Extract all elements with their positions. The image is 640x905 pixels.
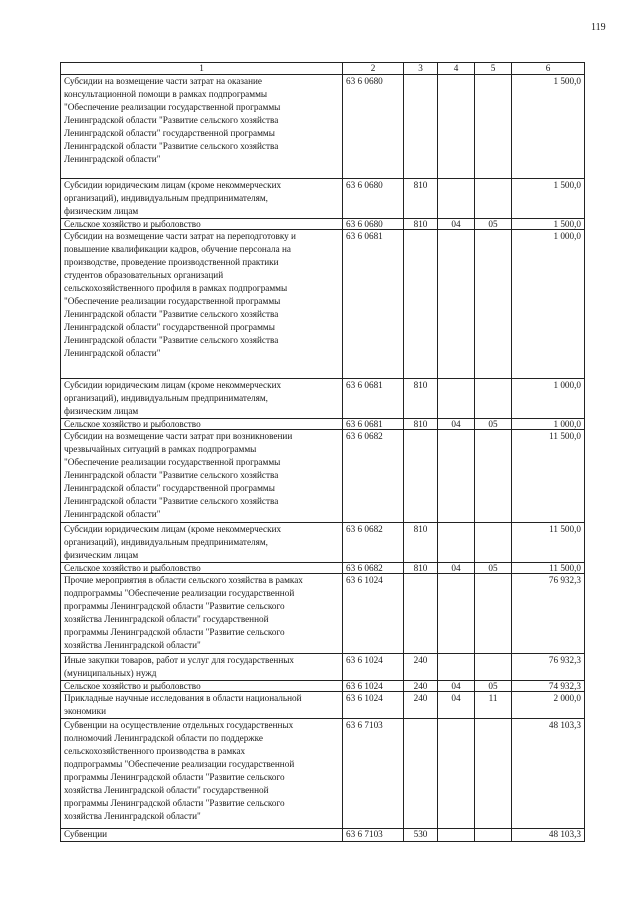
amount: 48 103,3: [512, 719, 585, 829]
amount: 11 500,0: [512, 523, 585, 563]
section: [438, 719, 475, 829]
expense-type: [404, 574, 438, 654]
subsection: [475, 430, 512, 523]
section: 04: [438, 563, 475, 574]
subsection: [475, 574, 512, 654]
column-header: 5: [475, 63, 512, 75]
column-header: 4: [438, 63, 475, 75]
subsection: 05: [475, 681, 512, 692]
target-code: 63 6 1024: [343, 692, 404, 719]
column-header: 6: [512, 63, 585, 75]
target-code: 63 6 7103: [343, 829, 404, 842]
target-code: 63 6 0680: [343, 219, 404, 230]
amount: 11 500,0: [512, 563, 585, 574]
table-row: [61, 563, 585, 574]
expense-type: [404, 230, 438, 379]
row-description: Прочие мероприятия в области сельского хозяйства в рамках подпрограммы "Обеспечение реализации государственной программы Ленинградской области "Развитие сельского хозяйства Ленинградской области" государственной программы Ленинградской области "Развитие сельского хозяйства Ленинградской области": [61, 574, 343, 654]
subsection: [475, 654, 512, 681]
section: 04: [438, 219, 475, 230]
section: [438, 574, 475, 654]
section: [438, 829, 475, 842]
expense-type: 240: [404, 681, 438, 692]
amount: 1 500,0: [512, 219, 585, 230]
section: [438, 230, 475, 379]
row-description: Субвенции на осуществление отдельных государственных полномочий Ленинградской области по поддержке сельскохозяйственного производства в рамках подпрограммы "Обеспечение реализации государственной программы Ленинградской области "Развитие сельского хозяйства Ленинградской области" государственной программы Ленинградской области "Развитие сельского хозяйства Ленинградской области": [61, 719, 343, 829]
expense-type: 810: [404, 419, 438, 430]
column-header: 2: [343, 63, 404, 75]
row-description: Сельское хозяйство и рыболовство: [61, 419, 343, 430]
amount: 48 103,3: [512, 829, 585, 842]
subsection: [475, 379, 512, 419]
amount: 1 000,0: [512, 419, 585, 430]
subsection: 05: [475, 219, 512, 230]
section: [438, 379, 475, 419]
amount: 76 932,3: [512, 574, 585, 654]
row-description: Субвенции: [61, 829, 343, 842]
amount: 1 000,0: [512, 230, 585, 379]
target-code: 63 6 1024: [343, 681, 404, 692]
subsection: [475, 230, 512, 379]
section: [438, 75, 475, 179]
section: [438, 523, 475, 563]
row-description: Субсидии на возмещение части затрат при возникновении чрезвычайных ситуаций в рамках подпрограммы "Обеспечение реализации государственной программы Ленинградской области "Развитие сельского хозяйства Ленинградской области" государственной программы Ленинградской области "Развитие сельского хозяйства Ленинградской области": [61, 430, 343, 523]
table-row: [61, 692, 585, 719]
table-row: [61, 574, 585, 654]
page-number: 119: [591, 22, 606, 33]
table-row: [61, 75, 585, 179]
target-code: 63 6 0682: [343, 430, 404, 523]
expense-type: [404, 75, 438, 179]
target-code: 63 6 0682: [343, 563, 404, 574]
table-row: [61, 179, 585, 219]
table-row: [61, 523, 585, 563]
amount: 1 500,0: [512, 179, 585, 219]
row-description: Сельское хозяйство и рыболовство: [61, 219, 343, 230]
subsection: 05: [475, 563, 512, 574]
section: 04: [438, 681, 475, 692]
table-row: [61, 219, 585, 230]
expense-type: 810: [404, 563, 438, 574]
target-code: 63 6 0681: [343, 379, 404, 419]
table-row: [61, 419, 585, 430]
subsection: [475, 719, 512, 829]
section: [438, 179, 475, 219]
subsection: [475, 179, 512, 219]
row-description: Субсидии юридическим лицам (кроме некоммерческих организаций), индивидуальным предпринимателям, физическим лицам: [61, 523, 343, 563]
table-row: [61, 719, 585, 829]
section: 04: [438, 692, 475, 719]
row-description: Субсидии на возмещение части затрат на оказание консультационной помощи в рамках подпрограммы "Обеспечение реализации государственной программы Ленинградской области "Развитие сельского хозяйства Ленинградской области" государственной программы Ленинградской области "Развитие сельского хозяйства Ленинградской области": [61, 75, 343, 179]
target-code: 63 6 0681: [343, 230, 404, 379]
amount: 11 500,0: [512, 430, 585, 523]
table-row: [61, 230, 585, 379]
budget-table: [60, 62, 585, 842]
amount: 2 000,0: [512, 692, 585, 719]
target-code: 63 6 0681: [343, 419, 404, 430]
target-code: 63 6 0680: [343, 179, 404, 219]
table-row: [61, 430, 585, 523]
expense-type: [404, 719, 438, 829]
row-description: Субсидии юридическим лицам (кроме некоммерческих организаций), индивидуальным предпринимателям, физическим лицам: [61, 379, 343, 419]
expense-type: [404, 430, 438, 523]
expense-type: 810: [404, 219, 438, 230]
target-code: 63 6 0680: [343, 75, 404, 179]
subsection: 05: [475, 419, 512, 430]
section: 04: [438, 419, 475, 430]
table-row: [61, 829, 585, 842]
column-header: 3: [404, 63, 438, 75]
header-row: [61, 63, 585, 75]
section: [438, 654, 475, 681]
row-description: Сельское хозяйство и рыболовство: [61, 563, 343, 574]
target-code: 63 6 0682: [343, 523, 404, 563]
expense-type: 810: [404, 379, 438, 419]
expense-type: 810: [404, 523, 438, 563]
amount: 1 500,0: [512, 75, 585, 179]
column-header: 1: [61, 63, 343, 75]
amount: 1 000,0: [512, 379, 585, 419]
subsection: [475, 75, 512, 179]
row-description: Субсидии юридическим лицам (кроме некоммерческих организаций), индивидуальным предпринимателям, физическим лицам: [61, 179, 343, 219]
subsection: 11: [475, 692, 512, 719]
amount: 76 932,3: [512, 654, 585, 681]
expense-type: 240: [404, 654, 438, 681]
expense-type: 810: [404, 179, 438, 219]
target-code: 63 6 1024: [343, 654, 404, 681]
amount: 74 932,3: [512, 681, 585, 692]
table-row: [61, 681, 585, 692]
subsection: [475, 523, 512, 563]
row-description: Иные закупки товаров, работ и услуг для государственных (муниципальных) нужд: [61, 654, 343, 681]
row-description: Субсидии на возмещение части затрат на переподготовку и повышение квалификации кадров, обучение персонала на производстве, проведение производственной практики студентов образовательных организаций сельскохозяйственного профиля в рамках подпрограммы "Обеспечение реализации государственной программы Ленинградской области "Развитие сельского хозяйства Ленинградской области" государственной программы Ленинградской области "Развитие сельского хозяйства Ленинградской области": [61, 230, 343, 379]
subsection: [475, 829, 512, 842]
target-code: 63 6 1024: [343, 574, 404, 654]
row-description: Сельское хозяйство и рыболовство: [61, 681, 343, 692]
table-row: [61, 654, 585, 681]
expense-type: 530: [404, 829, 438, 842]
row-description: Прикладные научные исследования в области национальной экономики: [61, 692, 343, 719]
table-row: [61, 379, 585, 419]
target-code: 63 6 7103: [343, 719, 404, 829]
section: [438, 430, 475, 523]
expense-type: 240: [404, 692, 438, 719]
